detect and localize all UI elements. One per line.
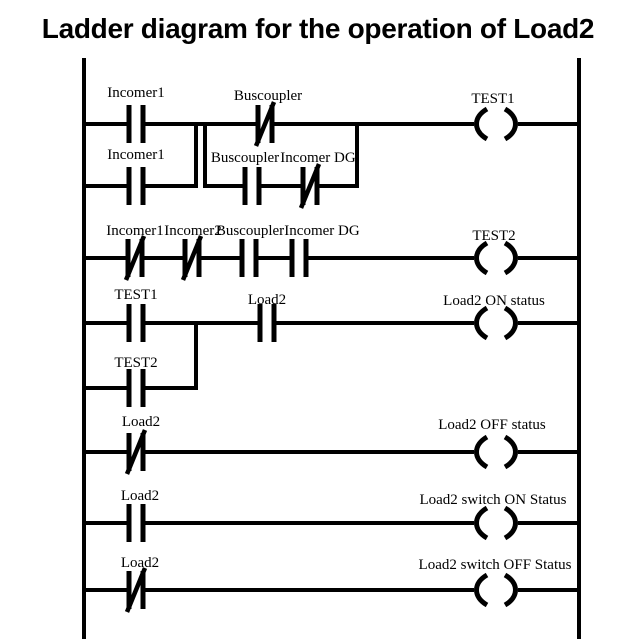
coil-test1 <box>471 91 515 139</box>
contact-incomer1-parallel-no <box>107 147 164 205</box>
coil-label: Load2 OFF status <box>438 417 546 433</box>
contact-buscoupler-parallel-no <box>211 150 279 205</box>
contact-buscoupler-nc <box>234 88 302 146</box>
coil-label: TEST1 <box>471 91 515 107</box>
contact-label: Load2 <box>120 488 160 504</box>
coil-right-paren <box>505 508 516 538</box>
coil-load2-switch-on-status <box>419 492 566 538</box>
contact-incomer1-no <box>107 85 164 143</box>
coil-load2-off-status <box>438 417 546 467</box>
coil-label: TEST2 <box>472 228 516 244</box>
coil-right-paren <box>505 575 516 605</box>
contact-label: Load2 <box>247 292 287 308</box>
contact-incomer-dg-nc <box>280 150 356 208</box>
page-title: Ladder diagram for the operation of Load2 <box>41 13 595 44</box>
contact-label: Buscoupler <box>233 88 303 104</box>
coil-left-paren <box>477 575 488 605</box>
contact-label: TEST2 <box>114 355 158 371</box>
contact-label: Incomer DG <box>280 150 356 166</box>
contact-label: Incomer1 <box>107 85 165 101</box>
coil-right-paren <box>505 437 516 467</box>
rung-2 <box>84 223 579 280</box>
contact-label: Incomer DG <box>284 223 360 239</box>
rung-3 <box>84 287 579 407</box>
contact-label: Load2 <box>120 555 160 571</box>
coil-left-paren <box>477 308 488 338</box>
contact-label: TEST1 <box>114 287 158 303</box>
coil-test2 <box>472 228 515 273</box>
coil-right-paren <box>505 243 516 273</box>
contact-load2-nc <box>122 414 160 474</box>
contact-test2-parallel-no <box>114 355 157 407</box>
coil-load2-on-status <box>443 293 545 338</box>
rung-5 <box>84 488 579 542</box>
contact-label: Load2 <box>121 414 161 430</box>
rung-4 <box>84 414 579 474</box>
contact-label: Buscoupler <box>215 223 285 239</box>
coil-right-paren <box>505 308 516 338</box>
contact-incomer2-nc <box>164 223 221 280</box>
rung-6 <box>84 555 579 612</box>
coil-right-paren <box>505 109 516 139</box>
contact-label: Incomer2 <box>164 223 222 239</box>
contact-label: Incomer1 <box>106 223 164 239</box>
contact-load2-nc <box>121 555 159 612</box>
contact-load2-no <box>121 488 159 542</box>
coil-load2-switch-off-status <box>419 557 572 605</box>
contact-load2-no <box>248 292 286 342</box>
contact-incomer-dg-no <box>284 223 360 277</box>
coil-label: Load2 ON status <box>443 293 545 309</box>
coil-label: Load2 switch ON Status <box>419 492 567 508</box>
contact-test1-no <box>114 287 157 342</box>
coil-left-paren <box>477 243 488 273</box>
contact-label: Incomer1 <box>107 147 165 163</box>
rung-1 <box>84 85 579 208</box>
contact-buscoupler-no <box>216 223 284 277</box>
contact-incomer1-nc <box>106 223 163 280</box>
coil-left-paren <box>477 437 488 467</box>
coil-label: Load2 switch OFF Status <box>418 557 572 573</box>
contact-label: Buscoupler <box>210 150 280 166</box>
coil-left-paren <box>477 109 488 139</box>
coil-left-paren <box>477 508 488 538</box>
